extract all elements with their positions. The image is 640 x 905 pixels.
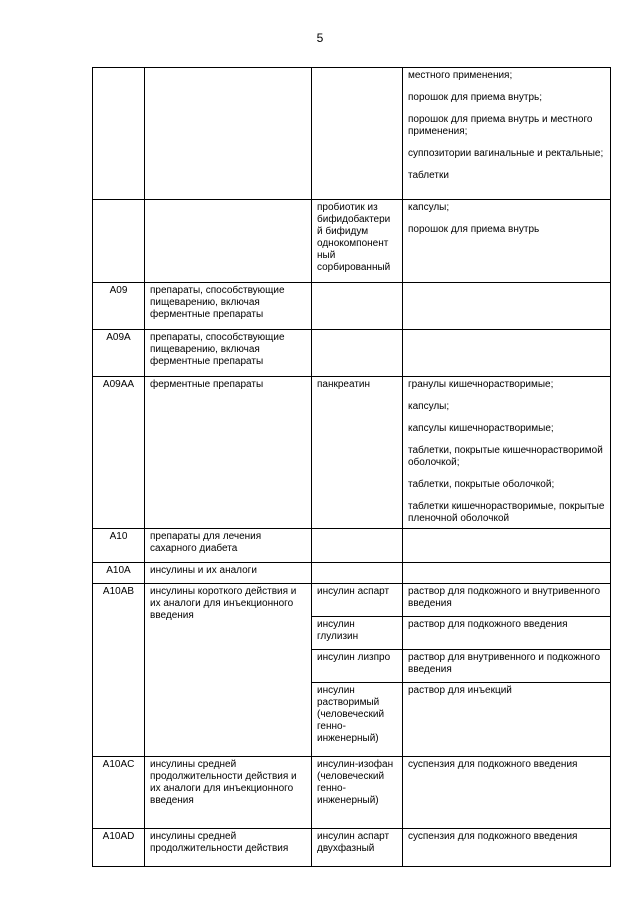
dosage-form: таблетки, покрытые кишечнорастворимой оболочкой; [408,445,603,468]
atc-code-cell [93,68,145,200]
drug-name-cell [312,563,403,584]
dosage-form: порошок для приема внутрь [408,224,540,235]
drug-table [92,67,611,867]
table-row [93,330,611,377]
drug-name-cell: инсулин глулизин [312,617,403,650]
atc-code-cell: A10A [93,563,145,584]
page-number: 5 [316,31,324,45]
dosage-form: таблетки [408,170,449,181]
dosage-forms-cell [403,683,611,757]
dosage-form: суспензия для подкожного введения [408,759,578,770]
dosage-form: раствор для инъекций [408,685,512,696]
dosage-forms-cell [403,829,611,867]
table-row [93,68,611,200]
atc-group-cell: инсулины средней продолжительности действия [145,829,312,867]
atc-code-cell: A09 [93,283,145,330]
drug-table-body [93,68,611,867]
dosage-form: раствор для внутривенного и подкожного введения [408,652,601,675]
dosage-forms-cell [403,330,611,377]
dosage-form: местного применения; [408,70,513,81]
drug-name-cell [312,283,403,330]
atc-group-cell: инсулины и их аналоги [145,563,312,584]
atc-code-cell [93,200,145,283]
drug-name-cell: инсулин растворимый (человеческий генно-инженерный) [312,683,403,757]
drug-name-cell: инсулин аспарт двухфазный [312,829,403,867]
atc-code-cell: A10 [93,529,145,563]
dosage-forms-cell [403,584,611,617]
dosage-form: суспензия для подкожного введения [408,831,578,842]
atc-group-cell: препараты, способствующие пищеварению, включая ферментные препараты [145,283,312,330]
dosage-forms-cell [403,617,611,650]
table-row [93,529,611,563]
atc-code-cell: A09AA [93,377,145,529]
dosage-forms-cell [403,283,611,330]
dosage-form: капсулы кишечнорастворимые; [408,423,554,434]
atc-group-cell: инсулины средней продолжительности действия и их аналоги для инъекционного введения [145,757,312,829]
dosage-forms-cell [403,563,611,584]
atc-group-cell [145,200,312,283]
dosage-form: порошок для приема внутрь и местного применения; [408,114,593,137]
dosage-form: суппозитории вагинальные и ректальные; [408,148,604,159]
dosage-forms-cell [403,650,611,683]
table-row [93,584,611,617]
dosage-form: раствор для подкожного и внутривенного введения [408,586,601,609]
table-row [93,200,611,283]
atc-code-cell: A10AD [93,829,145,867]
atc-code-cell: A10AB [93,584,145,757]
dosage-form: раствор для подкожного введения [408,619,568,630]
atc-group-cell: препараты, способствующие пищеварению, включая ферментные препараты [145,330,312,377]
dosage-form: капсулы; [408,401,450,412]
atc-code-cell: A09A [93,330,145,377]
table-row [93,829,611,867]
dosage-form: гранулы кишечнорастворимые; [408,379,554,390]
dosage-form: таблетки кишечнорастворимые, покрытые пленочной оболочкой [408,501,605,524]
atc-group-cell [145,68,312,200]
atc-group-cell: инсулины короткого действия и их аналоги для инъекционного введения [145,584,312,757]
table-row [93,283,611,330]
dosage-form: капсулы; [408,202,450,213]
drug-name-cell: инсулин-изофан (человеческий генно-инженерный) [312,757,403,829]
drug-name-cell [312,68,403,200]
drug-name-cell: панкреатин [312,377,403,529]
dosage-form: порошок для приема внутрь; [408,92,543,103]
atc-group-cell: препараты для лечения сахарного диабета [145,529,312,563]
dosage-forms-cell [403,757,611,829]
drug-name-cell: пробиотик из бифидобактери й бифидум однокомпонент ный сорбированный [312,200,403,283]
dosage-forms-cell [403,377,611,529]
drug-name-cell [312,529,403,563]
drug-name-cell: инсулин лизпро [312,650,403,683]
table-row [93,563,611,584]
dosage-forms-cell [403,529,611,563]
drug-name-cell [312,330,403,377]
dosage-forms-cell [403,68,611,200]
table-row [93,757,611,829]
dosage-forms-cell [403,200,611,283]
table-row [93,377,611,529]
atc-group-cell: ферментные препараты [145,377,312,529]
drug-name-cell: инсулин аспарт [312,584,403,617]
dosage-form: таблетки, покрытые оболочкой; [408,479,555,490]
atc-code-cell: A10AC [93,757,145,829]
